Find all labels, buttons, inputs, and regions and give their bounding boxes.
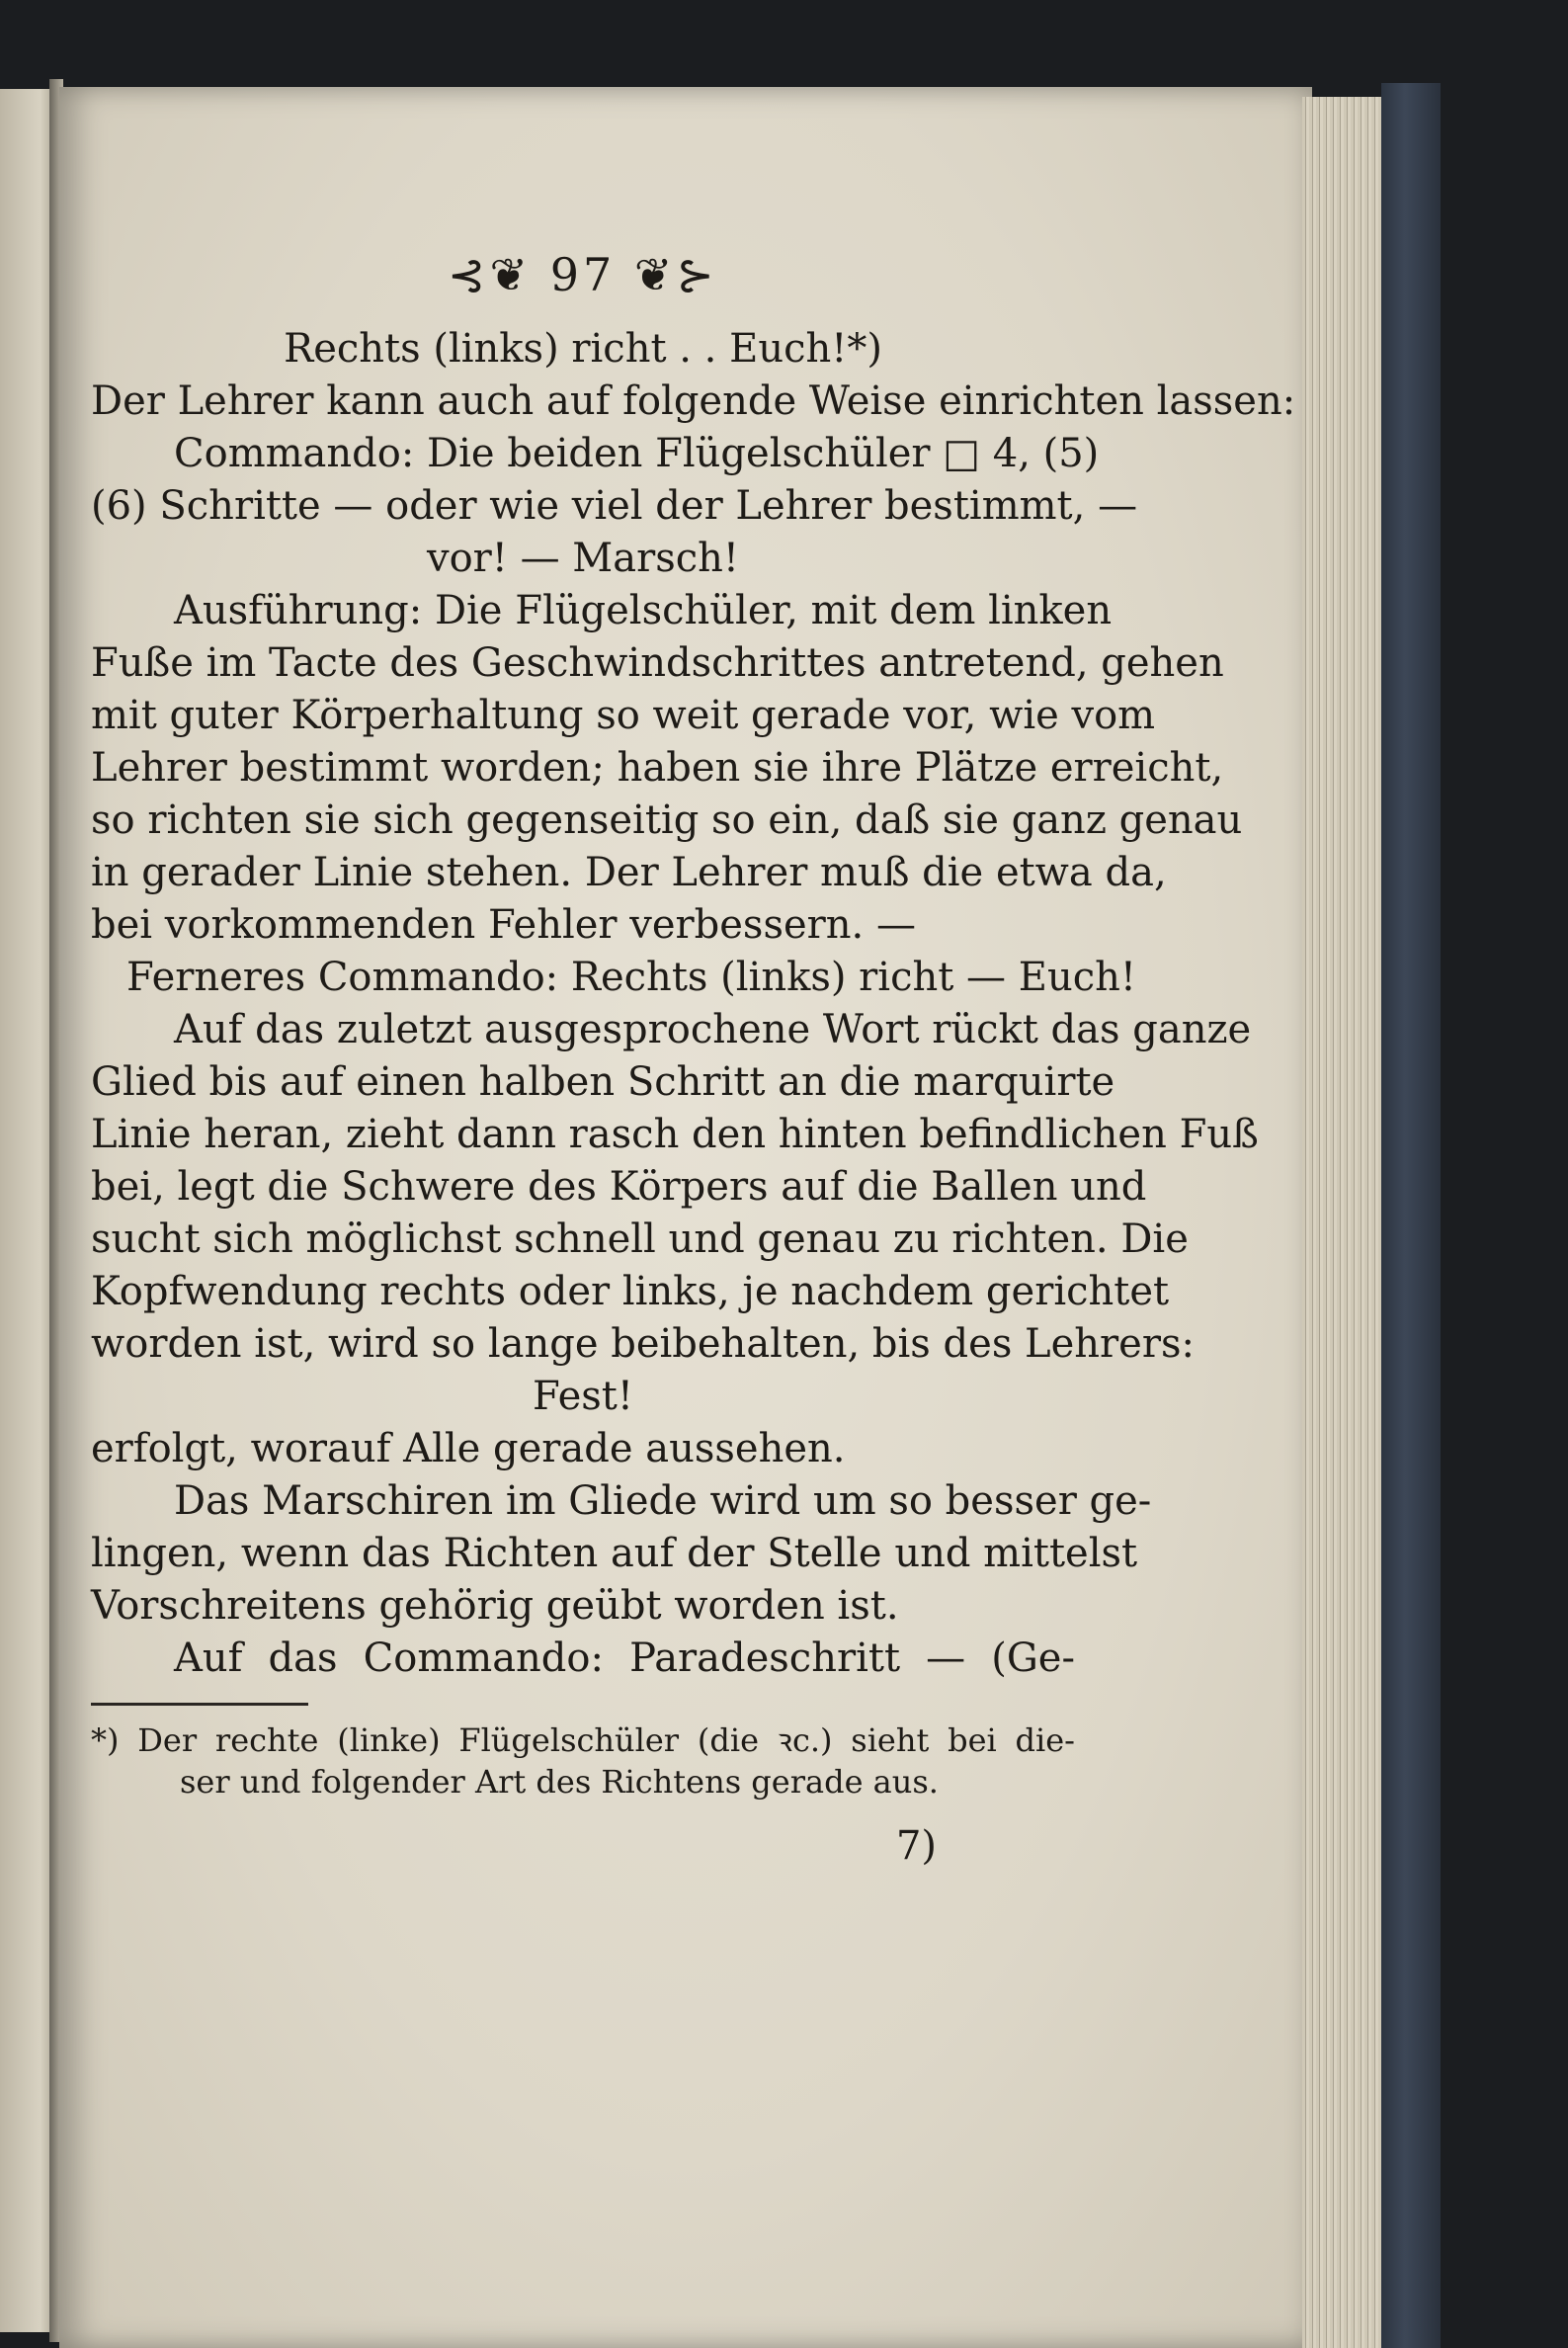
text-line: bei vorkommenden Fehler verbessern. — xyxy=(91,902,916,948)
text-line: Vorschreitens gehörig geübt worden ist. xyxy=(91,1583,899,1629)
text-line: Commando: Die beiden Flügelschüler □ 4, (5) xyxy=(174,431,1100,476)
text-line: Ferneres Commando: Rechts (links) richt — Euch! xyxy=(126,955,1136,1000)
footnote xyxy=(91,1719,1075,1803)
ornament-right: ❦⊱ xyxy=(616,248,718,301)
text-line: vor! — Marsch! xyxy=(427,536,739,581)
text-line: mit guter Körperhaltung so weit gerade vor, wie vom xyxy=(91,693,1156,738)
text-line: in gerader Linie stehen. Der Lehrer muß die etwa da, xyxy=(91,850,1167,895)
text-line: erfolgt, worauf Alle gerade aussehen. xyxy=(91,1426,846,1471)
page-number-value: 97 xyxy=(549,248,617,301)
page-text xyxy=(91,248,1296,1873)
text-line: Fuße im Tacte des Geschwindschrittes antretend, gehen xyxy=(91,640,1224,686)
ornament-left: ⊰❦ xyxy=(448,248,550,301)
body-lines xyxy=(91,323,1296,1685)
text-line: Der Lehrer kann auch auf folgende Weise einrichten lassen: xyxy=(91,378,1296,424)
text-line: lingen, wenn das Richten auf der Stelle und mittelst xyxy=(91,1531,1138,1576)
text-line: worden ist, wird so lange beibehalten, bis des Lehrers: xyxy=(91,1321,1195,1367)
footnote-line: ser und folgender Art des Richtens gerade aus. xyxy=(180,1763,939,1801)
signature-mark: 7) xyxy=(895,1823,937,1869)
footnote-line: *) Der rechte (linke) Flügelschüler (die ꝛc.) sieht bei die- xyxy=(91,1721,1075,1759)
text-line: Lehrer bestimmt worden; haben sie ihre Plätze erreicht, xyxy=(91,745,1224,791)
book-cover-edge xyxy=(1381,83,1441,2348)
text-line: Fest! xyxy=(533,1374,633,1419)
footnote-rule xyxy=(91,1703,308,1706)
text-line: Glied bis auf einen halben Schritt an die marquirte xyxy=(91,1059,1115,1105)
text-line: Auf das zuletzt ausgesprochene Wort rückt das ganze xyxy=(174,1007,1252,1052)
text-line: so richten sie sich gegenseitig so ein, daß sie ganz genau xyxy=(91,797,1243,843)
page-number xyxy=(91,249,1075,301)
text-line: Kopfwendung rechts oder links, je nachdem gerichtet xyxy=(91,1269,1170,1314)
text-line: (6) Schritte — oder wie viel der Lehrer bestimmt, — xyxy=(91,483,1138,529)
text-line: Linie heran, zieht dann rasch den hinten befindlichen Fuß xyxy=(91,1112,1259,1157)
text-line: sucht sich möglichst schnell und genau zu richten. Die xyxy=(91,1216,1189,1262)
text-line: Rechts (links) richt . . Euch!*) xyxy=(284,326,882,372)
text-line: Das Marschiren im Gliede wird um so besser ge- xyxy=(174,1478,1152,1524)
text-line: bei, legt die Schwere des Körpers auf die Ballen und xyxy=(91,1164,1147,1210)
text-line: Auf das Commando: Paradeschritt — (Ge- xyxy=(174,1635,1075,1681)
text-line: Ausführung: Die Flügelschüler, mit dem linken xyxy=(174,588,1113,633)
